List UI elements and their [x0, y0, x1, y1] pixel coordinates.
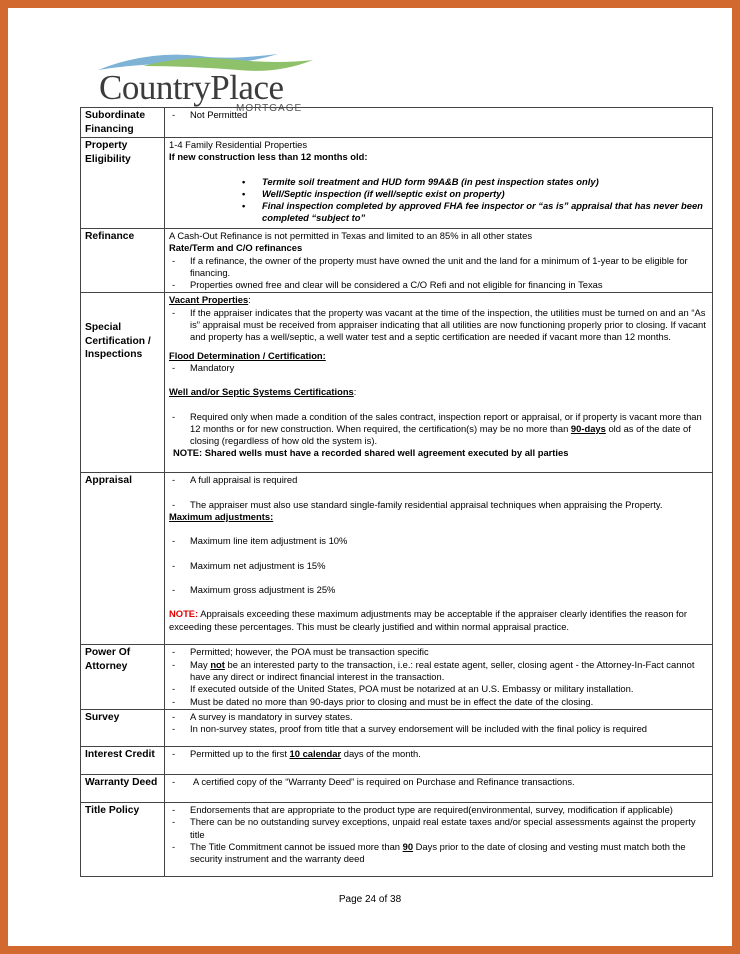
list-item: - Properties owned free and clear will be considered a C/O Refi and not eligible for financing in Texas [169, 279, 708, 291]
list-item: - Permitted; however, the POA must be transaction specific [169, 646, 708, 658]
list-item: - If executed outside of the United States, POA must be notarized at an U.S. Embassy or military installation. [169, 683, 708, 695]
table-row [81, 645, 713, 709]
row-label: Property Eligibility [81, 138, 165, 229]
row-label: Survey [81, 709, 165, 746]
note-text: NOTE: Appraisals exceeding these maximum adjustments may be acceptable if the appraiser clearly identifies the reason for exceeding these percentages. This must be clearly justified and within normal appraisal practice. [169, 608, 687, 632]
section-heading: Well and/or Septic Systems Certifications [169, 386, 354, 398]
guidelines-table [80, 107, 713, 877]
table-row [81, 473, 713, 645]
row-label: Title Policy [81, 802, 165, 876]
text-line: If new construction less than 12 months old: [169, 151, 368, 163]
row-label: Appraisal [81, 473, 165, 645]
list-item: - There can be no outstanding survey exceptions, unpaid real estate taxes and/or special assessments against the property title [169, 816, 708, 841]
row-label: Refinance [81, 229, 165, 293]
list-item: - Maximum gross adjustment is 25% [169, 584, 708, 596]
page-number: Page 24 of 38 [338, 894, 402, 905]
row-label: Subordinate Financing [81, 108, 165, 138]
row-content [165, 108, 713, 138]
row-content [165, 709, 713, 746]
logo-subtext: MORTGAGE [236, 103, 303, 114]
list-item: - Mandatory [169, 362, 708, 374]
row-label: Power Of Attorney [81, 645, 165, 709]
row-label: Special Certification / Inspections [81, 293, 165, 473]
list-item: - The Title Commitment cannot be issued more than 90 Days prior to the date of closing and vesting must match both the security instrument and the warranty deed [169, 841, 708, 866]
list-item: - Maximum net adjustment is 15% [169, 560, 708, 572]
table-row [81, 746, 713, 774]
row-content [165, 774, 713, 802]
section-heading: Maximum adjustments: [169, 511, 274, 523]
section-heading: Vacant Properties [169, 294, 249, 306]
table-row [81, 709, 713, 746]
list-item: • Final inspection completed by approved FHA fee inspector or “as is” appraisal that has never been completed “subject to” [169, 200, 708, 225]
company-logo [88, 46, 328, 116]
row-content [165, 229, 713, 293]
list-item: - Must be dated no more than 90-days prior to closing and must be in effect the date of the closing. [169, 696, 708, 708]
list-item: - If the appraiser indicates that the property was vacant at the time of the inspection, the utilities must be turned on and an “As is” appraisal must be received from appraiser indicating that all utilities are now functioning properly prior to closing. If vacant and property has a well/septic, a well water test and a septic certification are needed if vacant more than 12 months. [169, 307, 708, 344]
list-item: - Not Permitted [169, 109, 708, 121]
row-content [165, 473, 713, 645]
list-item: - If a refinance, the owner of the property must have owned the unit and the land for a minimum of 1-year to be eligible for financing. [169, 255, 708, 280]
list-item: - A survey is mandatory in survey states. [169, 711, 708, 723]
text-line: Rate/Term and C/O refinances [169, 242, 303, 254]
table-row [81, 138, 713, 229]
table-row [81, 293, 713, 473]
list-item: • Well/Septic inspection (if well/septic exist on property) [169, 188, 708, 200]
list-item: - Endorsements that are appropriate to the product type are required(environmental, survey, modification if applicable) [169, 804, 708, 816]
row-label: Interest Credit [81, 746, 165, 774]
table-row [81, 774, 713, 802]
table-row [81, 229, 713, 293]
text-line: A Cash-Out Refinance is not permitted in Texas and limited to an 85% in all other states [169, 230, 533, 241]
table-row [81, 108, 713, 138]
list-item: - The appraiser must also use standard single-family residential appraisal techniques when appraising the Property. [169, 499, 708, 511]
list-item: - May not be an interested party to the transaction, i.e.: real estate agent, seller, closing agent - the Attorney-In-Fact cannot have any direct or indirect financial interest in the transaction. [169, 659, 708, 684]
document-page [8, 8, 732, 946]
section-heading: Flood Determination / Certification: [169, 349, 326, 361]
list-item: - A full appraisal is required [169, 474, 708, 486]
list-item: - Maximum line item adjustment is 10% [169, 535, 708, 547]
note-text: NOTE: Shared wells must have a recorded shared well agreement executed by all parties [173, 447, 569, 459]
text-line: 1-4 Family Residential Properties [169, 139, 308, 150]
row-content: Vacant Properties: - If the appraiser indicates that the property was vacant at the time of the inspection, the utilities must be turned on and an “As is” appraisal must be received from appraiser indicating that all utilities are now functioning properly prior to closing. If vacant and property has a well/septic, a well water test and a septic certification are needed if vacant more than 12 months. Flood Determination / Certification: - Mandatory Well and/or Septic Systems Certifications: - Required only when made a condition of the sales contract, inspection report or appraisal, or if property is vacant more than 12 months or for new construction. When required, the certification(s) may be no more than 90-days old as of the date of closing (regardless of how old the system is). NOTE: Shared wells must have a recorded shared well agreement executed by all parties [165, 293, 713, 473]
row-content [165, 645, 713, 709]
row-content [165, 138, 713, 229]
list-item: • Termite soil treatment and HUD form 99A&B (in pest inspection states only) [169, 176, 708, 188]
list-item: - Required only when made a condition of the sales contract, inspection report or appraisal, or if property is vacant more than 12 months or for new construction. When required, the certification(s) may be no more than 90-days old as of the date of closing (regardless of how old the system is). [169, 411, 708, 448]
row-content [165, 802, 713, 876]
table-row [81, 802, 713, 876]
list-item: - A certified copy of the “Warranty Deed” is required on Purchase and Refinance transactions. [169, 776, 708, 788]
list-item: - In non-survey states, proof from title that a survey endorsement will be included with the final policy is required [169, 723, 708, 735]
logo-wordmark: CountryPlace [99, 68, 284, 107]
row-label: Warranty Deed [81, 774, 165, 802]
row-content [165, 746, 713, 774]
list-item: - Permitted up to the first 10 calendar days of the month. [169, 748, 708, 760]
